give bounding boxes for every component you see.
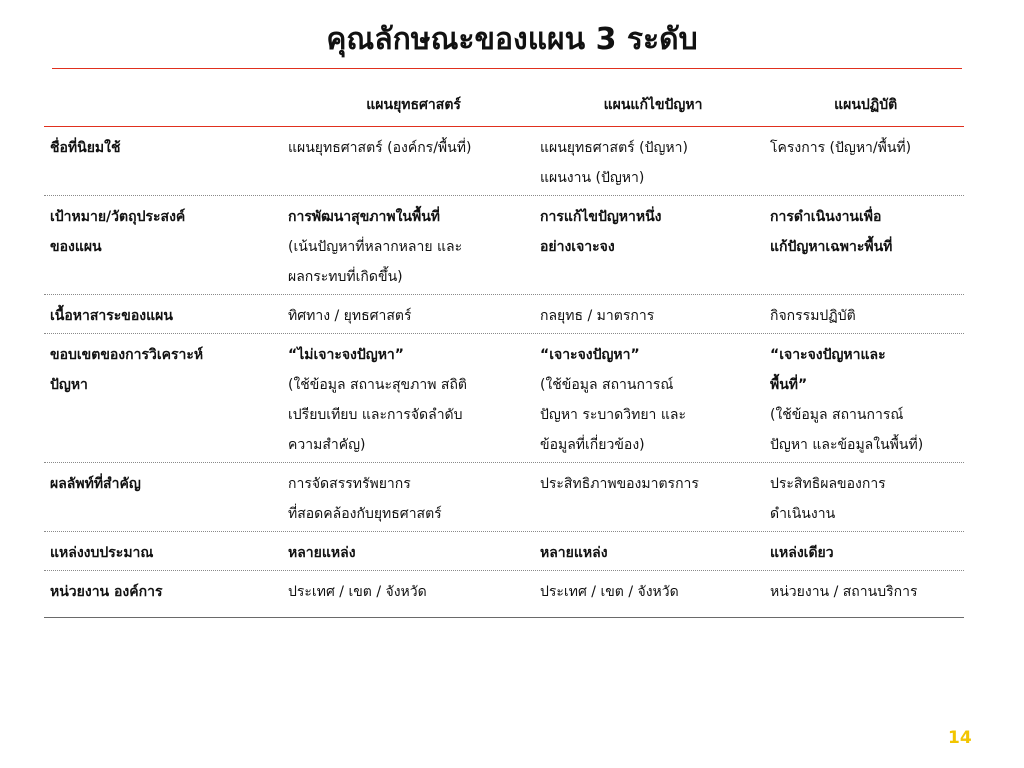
problem-solving-plan-cell (536, 127, 766, 195)
row-label-line: แหล่งงบประมาณ (50, 545, 154, 561)
cell-line: ข้อมูลที่เกี่ยวข้อง) (540, 437, 645, 453)
cell-line: หน่วยงาน / สถานบริการ (770, 584, 918, 600)
problem-solving-plan-cell (536, 463, 766, 531)
strategic-plan-cell (284, 463, 536, 531)
operational-plan-cell (766, 196, 964, 294)
strategic-plan-cell (284, 334, 536, 462)
comparison-table (44, 84, 964, 618)
problem-solving-plan-cell (536, 571, 766, 617)
cell-line: “เจาะจงปัญหา” (540, 347, 640, 363)
cell-line: ปัญหา ระบาดวิทยา และ (540, 407, 686, 423)
cell-line: ที่สอดคล้องกับยุทธศาสตร์ (288, 506, 442, 522)
cell-line: ประเทศ / เขต / จังหวัด (540, 584, 679, 600)
cell-line: เปรียบเทียบ และการจัดลำดับ (288, 407, 463, 423)
row-label-line: ปัญหา (50, 377, 88, 393)
cell-line: แหล่งเดียว (770, 545, 834, 561)
cell-line: แก้ปัญหาเฉพาะพื้นที่ (770, 239, 893, 255)
cell-line: ประสิทธิภาพของมาตรการ (540, 476, 699, 492)
row-label (44, 463, 284, 531)
operational-plan-cell (766, 463, 964, 531)
header-operational-plan: แผนปฏิบัติ (834, 97, 898, 113)
row-label-line: ขอบเขตของการวิเคราะห์ (50, 347, 204, 363)
row-label (44, 571, 284, 617)
cell-line: การพัฒนาสุขภาพในพื้นที่ (288, 209, 441, 225)
cell-line: แผนยุทธศาสตร์ (องค์กร/พื้นที่) (288, 140, 472, 156)
table-row (44, 196, 964, 295)
header-problem-solving-plan: แผนแก้ไขปัญหา (603, 97, 703, 113)
cell-line: ประสิทธิผลของการ (770, 476, 886, 492)
page-number: 14 (948, 728, 972, 748)
title-divider (52, 68, 962, 69)
table-row (44, 532, 964, 571)
row-label (44, 334, 284, 462)
strategic-plan-cell (284, 127, 536, 195)
strategic-plan-cell (284, 571, 536, 617)
cell-line: (ใช้ข้อมูล สถานการณ์ (540, 377, 674, 393)
cell-line: “ไม่เจาะจงปัญหา” (288, 347, 404, 363)
operational-plan-cell (766, 127, 964, 195)
operational-plan-cell (766, 334, 964, 462)
row-label-line: ผลลัพท์ที่สำคัญ (50, 476, 141, 492)
cell-line: พื้นที่” (770, 377, 808, 393)
problem-solving-plan-cell (536, 334, 766, 462)
header-strategic-plan: แผนยุทธศาสตร์ (366, 97, 461, 113)
operational-plan-cell (766, 532, 964, 570)
cell-line: ดำเนินงาน (770, 506, 836, 522)
cell-line: ทิศทาง / ยุทธศาสตร์ (288, 308, 412, 324)
cell-line: “เจาะจงปัญหาและ (770, 347, 886, 363)
cell-line: ประเทศ / เขต / จังหวัด (288, 584, 427, 600)
operational-plan-cell (766, 295, 964, 333)
cell-line: โครงการ (ปัญหา/พื้นที่) (770, 140, 912, 156)
row-label-line: หน่วยงาน องค์การ (50, 584, 163, 600)
cell-line: การดำเนินงานเพื่อ (770, 209, 882, 225)
cell-line: หลายแหล่ง (288, 545, 356, 561)
strategic-plan-cell (284, 196, 536, 294)
table-header-row (44, 84, 964, 127)
row-label-line: ของแผน (50, 239, 102, 255)
cell-line: ผลกระทบที่เกิดขึ้น) (288, 269, 403, 285)
operational-plan-cell (766, 571, 964, 617)
row-label-line: เป้าหมาย/วัตถุประสงค์ (50, 209, 186, 225)
cell-line: ปัญหา และข้อมูลในพื้นที่) (770, 437, 924, 453)
problem-solving-plan-cell (536, 295, 766, 333)
cell-line: แผนยุทธศาสตร์ (ปัญหา) (540, 140, 688, 156)
cell-line: กิจกรรมปฏิบัติ (770, 308, 856, 324)
row-label (44, 127, 284, 195)
row-label (44, 295, 284, 333)
slide-title: คุณลักษณะของแผน 3 ระดับ (326, 22, 698, 57)
cell-line: อย่างเจาะจง (540, 239, 615, 255)
table-row (44, 127, 964, 196)
problem-solving-plan-cell (536, 196, 766, 294)
row-label (44, 196, 284, 294)
cell-line: (เน้นปัญหาที่หลากหลาย และ (288, 239, 463, 255)
cell-line: การแก้ไขปัญหาหนึ่ง (540, 209, 662, 225)
cell-line: แผนงาน (ปัญหา) (540, 170, 645, 186)
table-row (44, 571, 964, 618)
table-row (44, 334, 964, 463)
table-row (44, 295, 964, 334)
row-label-line: ชื่อที่นิยมใช้ (50, 140, 121, 156)
row-label (44, 532, 284, 570)
strategic-plan-cell (284, 532, 536, 570)
cell-line: (ใช้ข้อมูล สถานะสุขภาพ สถิติ (288, 377, 468, 393)
cell-line: กลยุทธ / มาตรการ (540, 308, 655, 324)
cell-line: ความสำคัญ) (288, 437, 366, 453)
cell-line: (ใช้ข้อมูล สถานการณ์ (770, 407, 904, 423)
cell-line: หลายแหล่ง (540, 545, 608, 561)
problem-solving-plan-cell (536, 532, 766, 570)
cell-line: การจัดสรรทรัพยากร (288, 476, 411, 492)
strategic-plan-cell (284, 295, 536, 333)
row-label-line: เนื้อหาสาระของแผน (50, 308, 173, 324)
table-row (44, 463, 964, 532)
